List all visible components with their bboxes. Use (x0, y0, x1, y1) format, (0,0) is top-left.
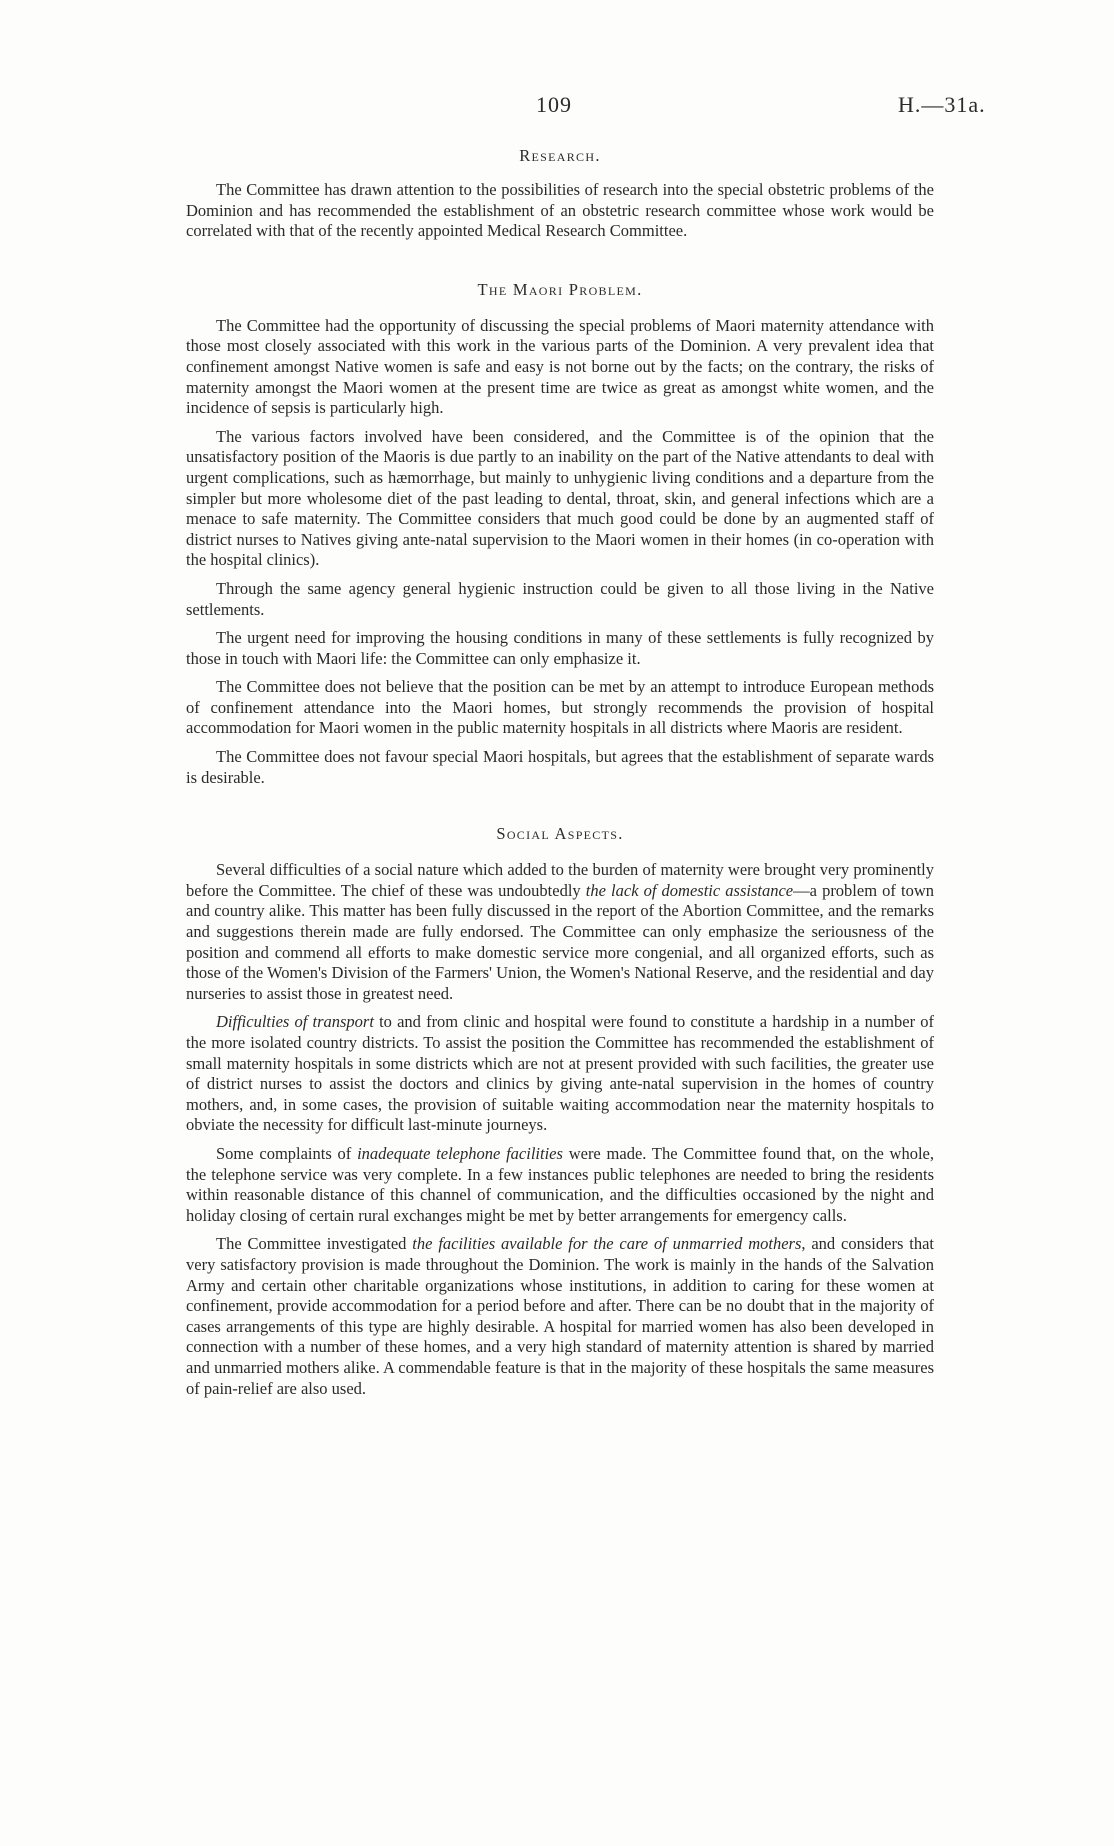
section-research (186, 180, 934, 242)
text-run: —a problem of town and country alike. This matter has been fully discussed in the report of the Abortion Committee, and the remarks and suggestions therein made are fully endorsed. The Committee can only emphasize the seriousness of the position and commend all efforts to make domestic service more congenial, and all organized efforts, such as those of the Women's Division of the Farmers' Union, the Women's National Reserve, and the residential and day nurseries to assist those in greatest need. (186, 880, 934, 1003)
text-run: to and from clinic and hospital were found to constitute a hardship in a number of the more isolated country districts. To assist the position the Committee has recommended the establishment of small maternity hospitals in some districts which are not at present provided with such facilities, the greater use of district nurses to assist the doctors and clinics by giving ante-natal supervision in the homes of country mothers, and, in some cases, the provision of suitable waiting accommodation near the maternity hospitals to obviate the necessity for difficult last-minute journeys. (186, 1012, 934, 1135)
section-heading-research: Research. (519, 146, 601, 165)
section-heading-maori-problem: The Maori Problem. (477, 279, 643, 299)
paragraph: The Committee does not believe that the position can be met by an attempt to introduce European methods of confinement attendance into the Maori homes, but strongly recommends the provision of hospital accommodation for Maori women in the public maternity hospitals in all districts where Maoris are resident. (186, 677, 934, 738)
paragraph: The Committee does not favour special Maori hospitals, but agrees that the establishment of separate wards is desirable. (186, 747, 934, 787)
paragraph: Through the same agency general hygienic instruction could be given to all those living in the Native settlements. (186, 578, 934, 619)
paragraph: The Committee had the opportunity of discussing the special problems of Maori maternity attendance with those most closely associated with this work in the various parts of the Dominion. A very prevalent idea that confinement amongst Native women is safe and easy is not borne out by the facts; on the contrary, the risks of maternity amongst the Maori women at the present time are twice as great as amongst white women, and the incidence of sepsis is particularly high. (186, 315, 934, 418)
emphasis-text: inadequate telephone facilities (357, 1143, 563, 1163)
paragraph: The Committee has drawn attention to the possibilities of research into the special obstetric problems of the Dominion and has recommended the establishment of an obstetric research committee whose work would be correlated with that of the recently appointed Medical Research Committee. (186, 180, 934, 241)
section-social-aspects (186, 860, 934, 1399)
document-reference: H.—31a. (898, 92, 986, 117)
text-run: Some complaints of (216, 1143, 358, 1163)
page-number: 109 (536, 92, 572, 117)
text-run: Several difficulties of a social nature which added to the burden of maternity were brought very prominently before the Committee. The chief of these was undoubtedly (186, 860, 934, 900)
section-maori-problem (186, 316, 934, 788)
text-run: The Committee investigated (216, 1234, 413, 1254)
emphasis-text: the facilities available for the care of unmarried mothers (412, 1234, 802, 1254)
paragraph: The urgent need for improving the housing conditions in many of these settlements is fully recognized by those in touch with Maori life: the Committee can only emphasize it. (186, 628, 934, 668)
emphasis-text: Difficulties of transport (216, 1012, 374, 1032)
page-body (186, 146, 934, 1407)
paragraph (186, 1234, 934, 1399)
emphasis-text: the lack of domestic assistance (585, 880, 794, 900)
paragraph: The various factors involved have been considered, and the Committee is of the opinion that the unsatisfactory position of the Maoris is due partly to an inability on the part of the Native attendants to deal with urgent complications, such as hæmorrhage, but mainly to unhygienic living conditions and a departure from the simpler but more wholesome diet of the past leading to dental, throat, skin, and general infections which are a menace to safe maternity. The Committee considers that much good could be done by an augmented staff of district nurses to Natives giving ante-natal supervision to the Maori women in their homes (in co-operation with the hospital clinics). (186, 426, 934, 570)
text-run: , and considers that very satisfactory provision is made throughout the Dominion. The work is mainly in the hands of the Salvation Army and certain other charitable organizations whose institutions, in addition to caring for these women at confinement, provide accommodation for a period before and after. There can be no doubt that in the majority of cases arrangements of this type are highly desirable. A hospital for married women has also been developed in connection with a number of these homes, and a very high standard of maternity attention is shared by married and unmarried mothers alike. A commendable feature is that in the majority of these hospitals the same measures of pain-relief are also used. (186, 1234, 934, 1398)
section-heading-social-aspects: Social Aspects. (496, 824, 624, 844)
text-run: were made. The Committee found that, on the whole, the telephone service was very complete. In a few instances public telephones are needed to bring the residents within reasonable distance of this channel of communication, and the difficulties occasioned by the night and holiday closing of certain rural exchanges might be met by better arrangements for emergency calls. (186, 1143, 935, 1225)
paragraph (186, 1144, 934, 1226)
paragraph (186, 1012, 934, 1136)
paragraph (186, 860, 934, 1004)
